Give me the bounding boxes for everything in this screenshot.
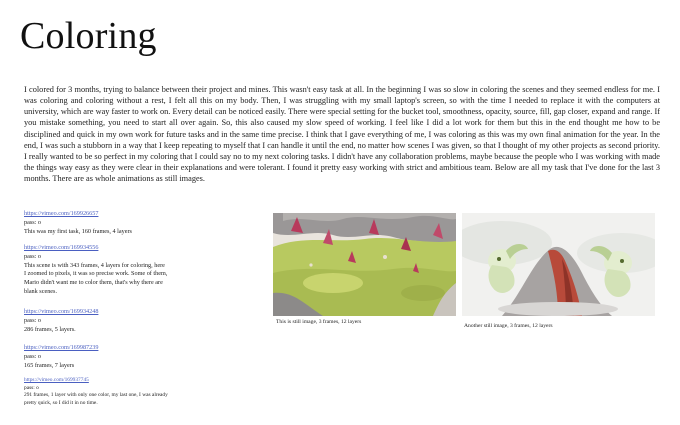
task-description: 291 frames, 1 layer with only one color, my last one, I was already — [24, 392, 168, 399]
task-description: Mario didn't want me to color them, that's why there are — [24, 279, 163, 287]
grass-scene-illustration — [273, 213, 456, 316]
vimeo-link-5[interactable]: https://vimeo.com/169937745 — [24, 377, 89, 383]
pass-label: pass: o — [24, 352, 42, 360]
task-entry-4 — [24, 344, 254, 370]
task-entry-3 — [24, 308, 254, 334]
page-title: Coloring — [20, 15, 157, 57]
task-description: 165 frames, 7 layers — [24, 361, 75, 369]
task-entry-2 — [24, 244, 254, 297]
vimeo-link-2[interactable]: https://vimeo.com/169934556 — [24, 244, 99, 251]
intro-paragraph: I colored for 3 months, trying to balance between their project and mines. This wasn't easy task at all. In the beginning I was so slow in coloring the scenes and they seemed endless for me. I was coloring and coloring without a rest, I felt all this on my body. Then, I was struggling with my small laptop's screen, so with the time I needed to replace it with the computers at university, which are way faster to work on. Every detail can be noticed easily. There were special setting for the bucket tool, smoothness, opacity, source, fill, gap closer, expand and range. If you mistake something, you need to start all over again. So, this also caused my slow speed of working. I feel like I did a lot work for them but this in the end thought me how to be disciplined and quick in my own work for future tasks and in the same time precise. I think that I gave everything of me, I was coloring as this was my own final animation for the year. In the end, I was such a stubborn in a way that I keep repeating to myself that I can handle it until the end, no matter how scenes I was given, so that I thought of my other projects as second priority. I really wanted to be so perfect in my coloring that I could say no to my next coloring tasks. I didn't have any collaboration problems, maybe because the people who I was working with made the things way easy as they were clear in their explanations and were tolerant. I found it pretty easy working with strict and ambitious team. Below are all my task that I've done for the last 3 months. There are as whole animations as still images. — [24, 85, 660, 184]
still-image-2 — [462, 213, 655, 316]
task-entry-5 — [24, 377, 254, 407]
figure-caption-2: Another still image, 3 frames, 12 layers — [464, 323, 553, 329]
pass-label: pass: o — [24, 218, 42, 226]
vimeo-link-4[interactable]: https://vimeo.com/169987239 — [24, 344, 99, 351]
still-image-1 — [273, 213, 456, 316]
task-description: I zoomed to pixels, it was so precise work. Some of them, — [24, 270, 168, 278]
figure-caption-1: This is still image, 3 frames, 12 layers — [276, 319, 362, 325]
task-description: pretty quick, so I did it in no time. — [24, 399, 98, 406]
vimeo-link-3[interactable]: https://vimeo.com/169934248 — [24, 308, 99, 315]
vimeo-link-1[interactable]: https://vimeo.com/169926657 — [24, 210, 99, 217]
task-entry-1 — [24, 210, 254, 236]
task-description: blank scenes. — [24, 287, 57, 295]
task-description: This scene is with 343 frames, 4 layers for coloring, here — [24, 261, 165, 269]
task-description: This was my first task, 160 frames, 4 layers — [24, 227, 132, 235]
pass-label: pass: o — [24, 384, 39, 391]
pass-label: pass: o — [24, 252, 42, 260]
mountain-scene-illustration — [462, 213, 655, 316]
pass-label: pass: o — [24, 316, 42, 324]
task-description: 286 frames, 5 layers. — [24, 325, 76, 333]
